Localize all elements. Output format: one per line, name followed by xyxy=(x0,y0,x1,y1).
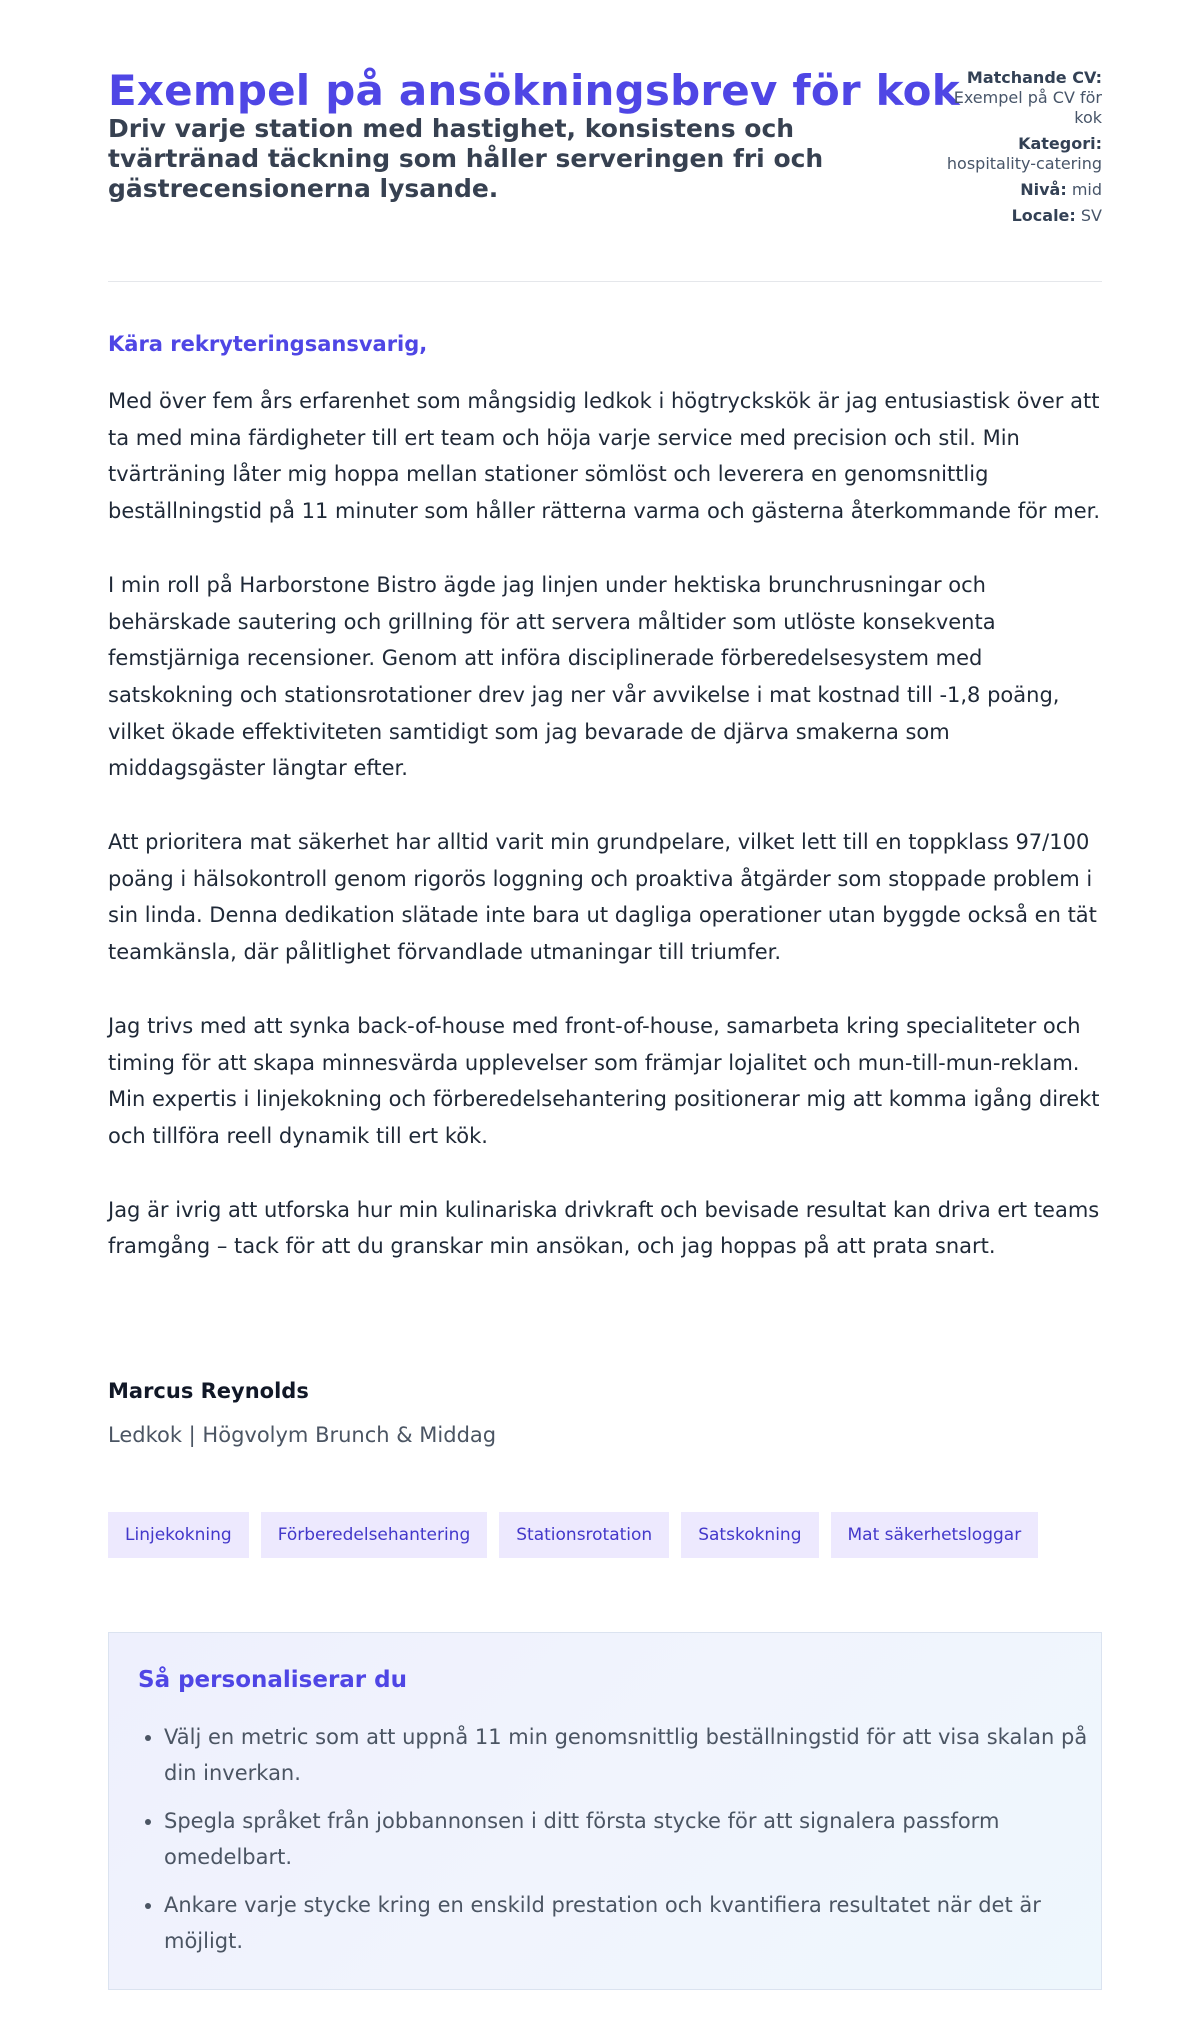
meta-locale-label: Locale: xyxy=(1011,206,1076,225)
meta-category-label: Kategori: xyxy=(1018,134,1102,153)
tips-title: Så personaliserar du xyxy=(138,1667,407,1693)
meta-level xyxy=(932,180,1102,200)
letter-paragraph: I min roll på Harborstone Bistro ägde jag linjen under hektiska brunchrusningar och behärskade sautering och grillning för att servera måltider som utlöste konsekventa femstjärniga recensioner. Genom att införa disciplinerade förberedelsesystem med satskokning och stationsrotationer drev jag ner vår avvikelse i mat kostnad till -1,8 poäng, vilket ökade effektiviteten samtidigt som jag bevarade de djärva smakerna som middagsgäster längtar efter. xyxy=(108,572,1060,781)
tip-item: • Spegla språket från jobbannonsen i ditt första stycke för att signalera passform omedelbart. xyxy=(164,1803,1094,1875)
personalization-tips xyxy=(108,1632,1102,1990)
meta-panel xyxy=(932,68,1102,232)
signature-title: Ledkok | Högvolym Brunch & Middag xyxy=(108,1423,497,1447)
skill-tag[interactable]: Stationsrotation xyxy=(499,1512,669,1558)
skill-tag[interactable]: Förberedelsehantering xyxy=(261,1512,488,1558)
signature-name: Marcus Reynolds xyxy=(108,1379,309,1403)
letter-paragraph: Med över fem års erfarenhet som mångsidig ledkok i högtryckskök är jag entusiastisk över att ta med mina färdigheter till ert team och höja varje service med precision och stil. Min tvärträning låter mig hoppa mellan stationer sömlöst och leverera en genomsnittlig beställningstid på 11 minuter som håller rätterna varma och gästerna återkommande för mer. xyxy=(108,389,1101,524)
skill-tag[interactable]: Linjekokning xyxy=(108,1512,249,1558)
skill-tags xyxy=(108,1512,1038,1558)
tips-list xyxy=(138,1719,1094,1971)
letter-body xyxy=(108,383,1102,1302)
letter-paragraph: Att prioritera mat säkerhet har alltid varit min grundpelare, vilket lett till en toppklass 97/100 poäng i hälsokontroll genom rigorös loggning och proaktiva åtgärder som stoppade problem i sin linda. Denna dedikation slätade inte bara ut dagliga operationer utan byggde också en tät teamkänsla, där pålitlighet förvandlade utmaningar till triumfer. xyxy=(108,830,1097,965)
meta-cv-value[interactable]: Exempel på CV för kok xyxy=(953,88,1102,127)
letter-paragraph: Jag trivs med att synka back-of-house med front-of-house, samarbeta kring specialiteter och timing för att skapa minnesvärda upplevelser som främjar lojalitet och mun-till-mun-reklam. Min expertis i linjekokning och förberedelsehantering positionerar mig att komma igång direkt och tillföra reell dynamik till ert kök. xyxy=(108,1013,1100,1148)
meta-category-value: hospitality-catering xyxy=(946,154,1102,173)
page-header xyxy=(108,0,1102,282)
meta-locale-value: SV xyxy=(1080,206,1102,225)
cover-letter-page xyxy=(108,0,1102,1953)
meta-level-label: Nivå: xyxy=(1020,180,1067,199)
letter-paragraph: Jag är ivrig att utforska hur min kulinariska drivkraft och bevisade resultat kan driva ert teams framgång – tack för att du granskar min ansökan, och jag hoppas på att prata snart. xyxy=(108,1197,1100,1259)
tip-item: • Ankare varje stycke kring en enskild prestation och kvantifiera resultatet när det är möjligt. xyxy=(164,1887,1094,1959)
skill-tag[interactable]: Satskokning xyxy=(681,1512,818,1558)
meta-category xyxy=(932,134,1102,174)
meta-cv xyxy=(932,68,1102,128)
page-title: Exempel på ansökningsbrev för kok xyxy=(108,66,960,115)
meta-cv-label: Matchande CV: xyxy=(966,68,1102,87)
tip-item: • Välj en metric som att uppnå 11 min genomsnittlig beställningstid för att visa skalan på din inverkan. xyxy=(164,1719,1094,1791)
letter-greeting: Kära rekryteringsansvarig, xyxy=(108,332,428,356)
meta-locale xyxy=(932,206,1102,226)
page-subtitle: Driv varje station med hastighet, konsistens och tvärtränad täckning som håller serveringen fri och gästrecensionerna lysande. xyxy=(108,114,824,203)
skill-tag[interactable]: Mat säkerhetsloggar xyxy=(831,1512,1039,1558)
meta-level-value: mid xyxy=(1071,180,1102,199)
